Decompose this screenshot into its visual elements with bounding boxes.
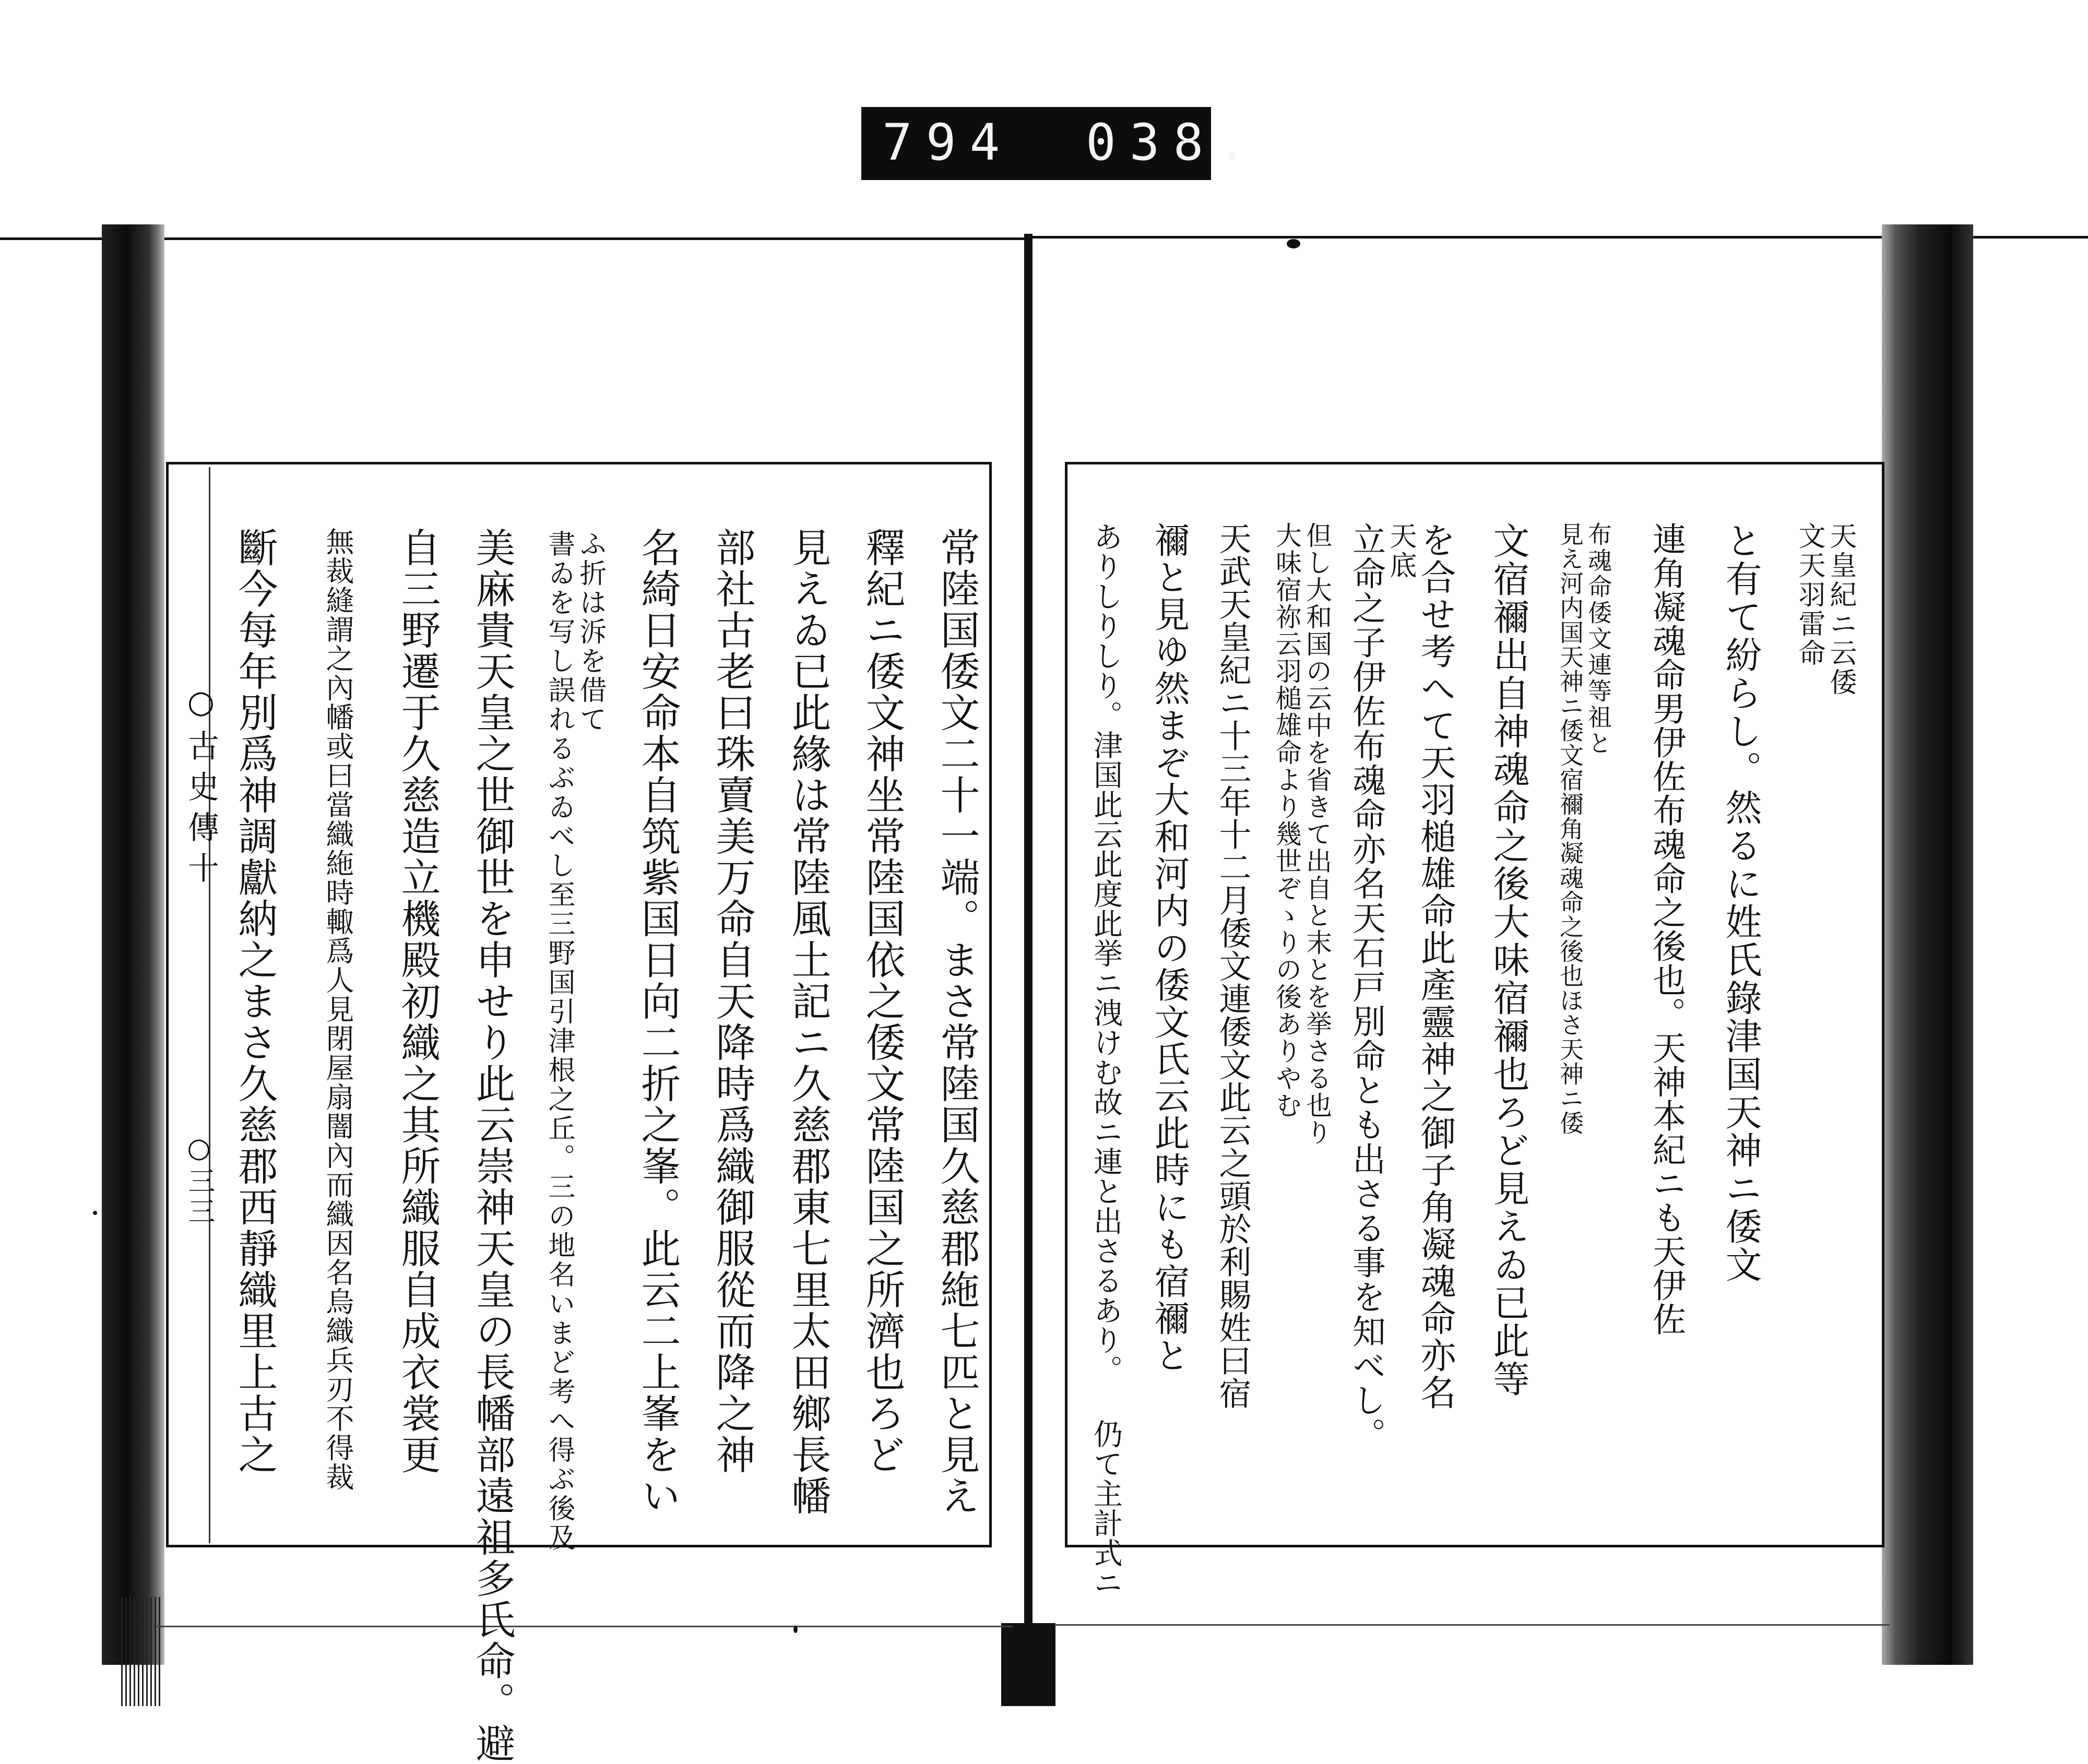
left-col-4: 部社古老曰珠賣美万命自天降時爲織御服從而降之神 — [709, 527, 756, 1475]
annotation-line: 大味宿祢云羽槌雄命より幾世ぞゝりの後ありやむ — [1272, 522, 1302, 1119]
right-col-6: を合せ考へて天羽槌雄命此產靈神之御子角凝魂命亦名 — [1415, 522, 1456, 1411]
scan-speck — [793, 1626, 798, 1633]
annotation-line: 書ゐを写し誤れるぶゐべし至三野国引津根之丘。三の地名いまど考へ得ぶ後及 — [543, 530, 575, 1553]
left-binding-edge — [102, 224, 164, 1665]
right-col-2: と有て紛らし。然るに姓氏錄津国天神ニ倭文 — [1719, 522, 1762, 1284]
scan-speck — [1287, 239, 1300, 248]
left-col-10: 斷今每年別爲神調獻納之まさ久慈郡西靜織里上古之 — [232, 527, 278, 1475]
scan-speck — [93, 1211, 97, 1215]
left-col-2: 釋紀ニ倭文神坐常陸国依之倭文常陸国之所濟也ろど — [859, 527, 906, 1475]
left-col-3: 見えゐ已此緣は常陸風土記ニ久慈郡東七里太田鄉長幡 — [785, 527, 832, 1517]
annotation-line: 布魂命倭文連等祖と — [1584, 522, 1612, 757]
right-col-10: 禰と見ゆ然まぞ大和河内の倭文氏云此時にも宿禰と — [1148, 522, 1190, 1374]
annotation-line: 文天羽雷命 — [1794, 522, 1825, 668]
right-col-11: ありしりしり。津国此云此度此挙ニ洩けむ故ニ連と出さるあり。 仍て主計式ニ — [1089, 522, 1123, 1598]
annotation-line: 見え河内国天神ニ倭文宿禰角凝魂命之後也ほさ天神ニ倭 — [1556, 522, 1584, 1135]
center-spine — [1024, 234, 1033, 1638]
right-col-7-annotation — [1349, 522, 1414, 1452]
annotation-line: ふ折は泝を借て — [575, 530, 606, 734]
frame-number: 038. — [1086, 113, 1261, 172]
left-col-7: 美麻貴天皇之世御世を申せり此云崇神天皇の長幡部遠祖多氏命。避 — [469, 527, 516, 1764]
left-page-stack-lines — [121, 1597, 163, 1706]
margin-page-number: ○三三 — [183, 1133, 215, 1227]
annotation-line: 天皇紀ニ云倭 — [1825, 522, 1856, 697]
left-col-1: 常陸国倭文二十一端。まさ常陸国久慈郡絁七匹と見え — [934, 527, 980, 1517]
spine-foot — [1001, 1623, 1055, 1706]
right-col-5: 文宿禰出自神魂命之後大味宿禰也ろど見えゐ已此等 — [1487, 522, 1530, 1398]
annotation-line: 立命之子伊佐布魂命亦名天石戸別命とも出さる事を知べし。 — [1347, 522, 1385, 1452]
bottom-page-edge-left — [157, 1626, 1013, 1627]
right-binding-edge — [1882, 224, 1973, 1665]
bottom-page-edge-right — [1054, 1624, 1890, 1626]
margin-book-title: ○古史傳十 — [183, 684, 219, 892]
right-col-1-annotation — [1796, 522, 1854, 697]
left-col-9: 無裁縫謂之內幡或曰當織絁時輙爲人見閉屋扇闇內而織因名烏織兵刃不得裁 — [322, 527, 354, 1492]
annotation-line: 但し大和国の云中を省きて出自と末とを挙さる也り — [1302, 522, 1332, 1146]
left-col-5: 名綺日安命本自筑紫国日向二折之峯。此云二上峯をい — [635, 527, 681, 1517]
right-col-4-annotation — [1558, 522, 1610, 1135]
right-col-9: 天武天皇紀ニ十三年十二月倭文連倭文此云之頭於利賜姓曰宿 — [1214, 522, 1252, 1410]
reel-number: 794 — [882, 113, 1014, 172]
reel-number-label — [861, 107, 1261, 180]
annotation-line: 天底 — [1385, 522, 1416, 580]
right-col-8-annotation — [1274, 522, 1330, 1146]
right-col-3: 連角凝魂命男伊佐布魂命之後也。天神本紀ニも天伊佐 — [1647, 522, 1686, 1336]
left-col-6-annotation — [545, 530, 604, 1553]
left-col-8: 自三野遷于久慈造立機殿初織之其所織服自成衣裳更 — [395, 527, 441, 1475]
left-page-margin-rule — [209, 467, 210, 1543]
